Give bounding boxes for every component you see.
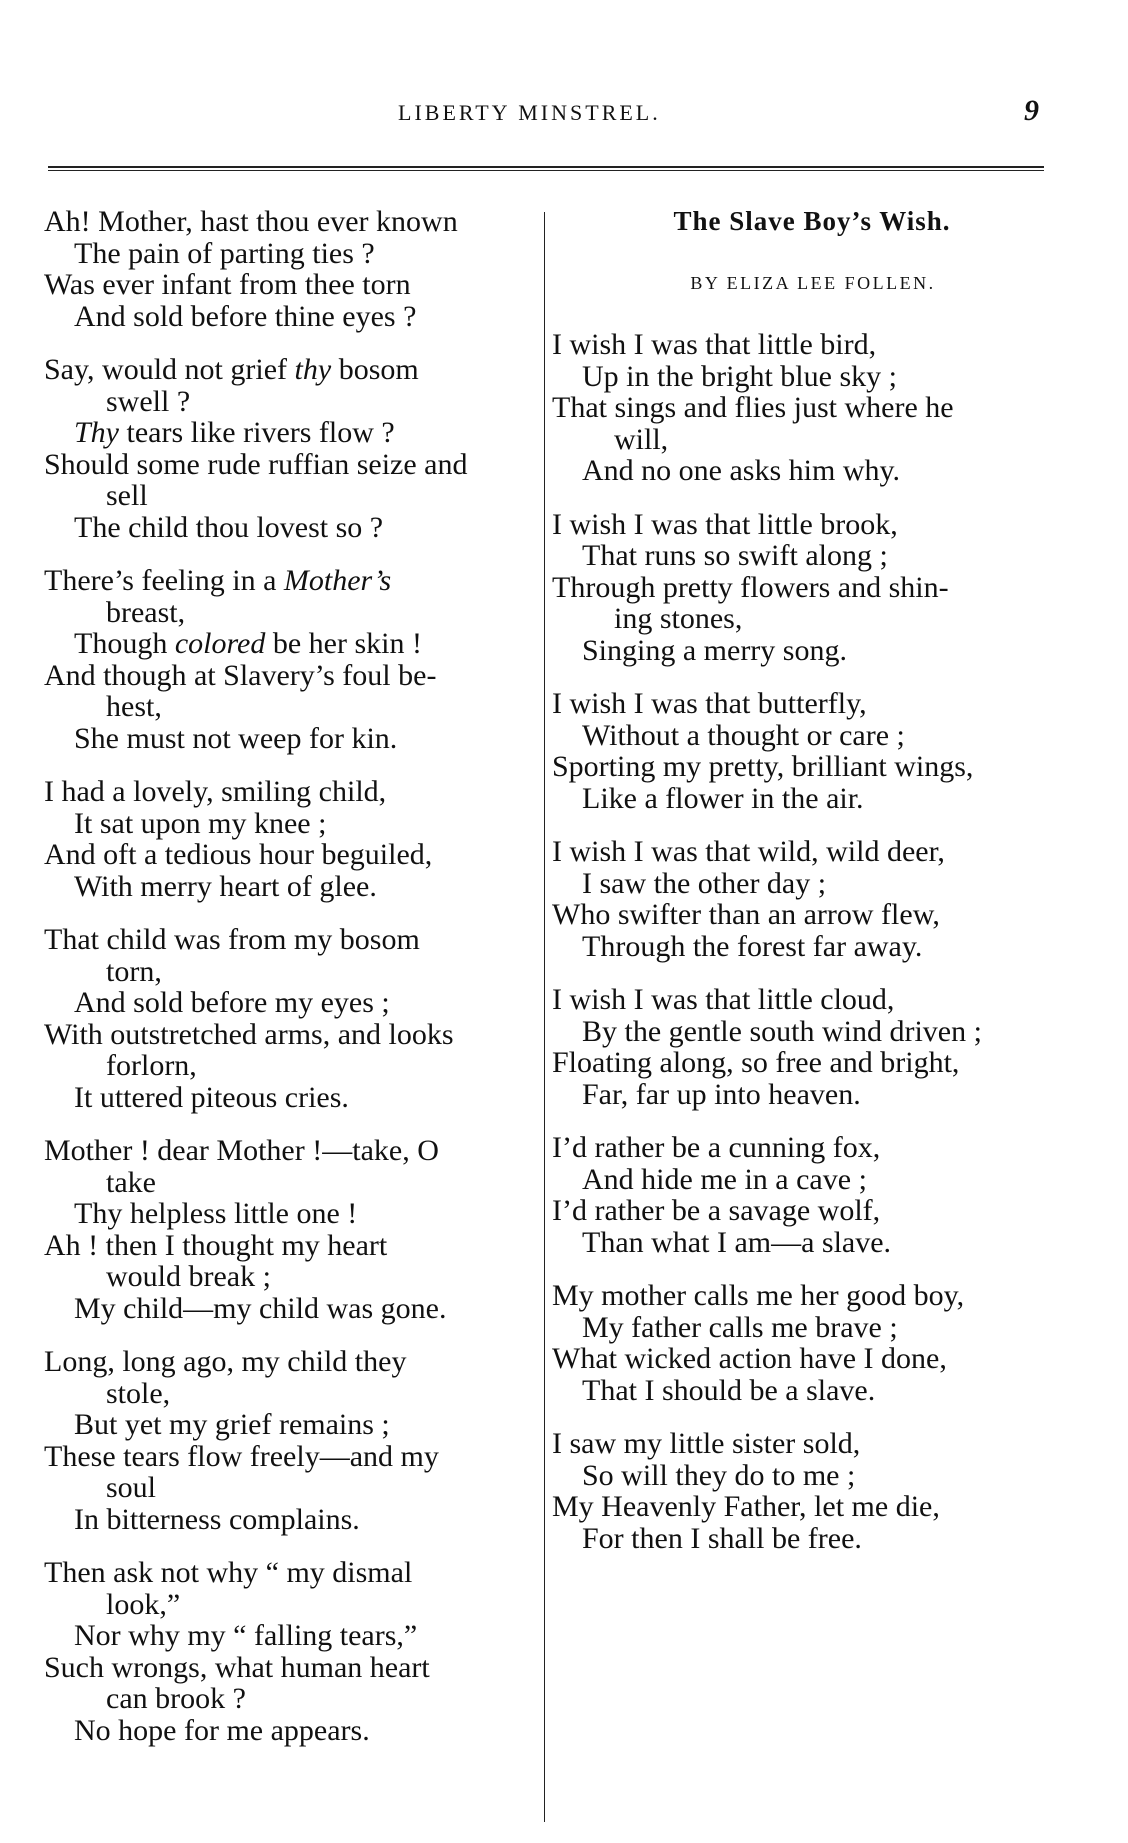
- verse-line: I wish I was that wild, wild deer,: [552, 835, 945, 868]
- verse-line: Who swifter than an arrow flew,: [552, 898, 940, 931]
- verse-line: It uttered piteous cries.: [74, 1080, 349, 1114]
- verse-line: For then I shall be free.: [582, 1521, 862, 1555]
- column-divider: [544, 212, 545, 1822]
- verse-line: Than what I am—a slave.: [582, 1225, 892, 1259]
- verse-line: Long, long ago, my child they: [44, 1345, 407, 1378]
- verse-line: Singing a merry song.: [582, 633, 847, 667]
- verse-line: Through pretty flowers and shin-: [552, 570, 949, 604]
- verse-line: Up in the bright blue sky ;: [582, 359, 897, 393]
- page-number: 9: [1024, 94, 1039, 127]
- verse-line: By the gentle south wind driven ;: [582, 1014, 982, 1048]
- verse-line: look,”: [106, 1587, 181, 1621]
- verse-line: Sporting my pretty, brilliant wings,: [552, 750, 974, 783]
- verse-line: That child was from my bosom: [44, 923, 420, 956]
- verse-line: Mother ! dear Mother !—take, O: [44, 1134, 439, 1167]
- header-double-rule: [48, 166, 1044, 171]
- right-column-poem: [552, 206, 1052, 1576]
- stanza: [552, 984, 1052, 1110]
- verse-line: Ah ! then I thought my heart: [44, 1228, 388, 1262]
- verse-line: That I should be a slave.: [582, 1373, 876, 1407]
- stanza: [552, 1280, 1052, 1406]
- verse-line: I had a lovely, smiling child,: [44, 775, 387, 808]
- verse-line: My Heavenly Father, let me die,: [552, 1490, 940, 1523]
- verse-line: The child thou lovest so ?: [74, 510, 384, 544]
- verse-line: Through the forest far away.: [582, 929, 923, 963]
- stanza: [44, 924, 534, 1113]
- verse-line: Then ask not why “ my dismal: [44, 1556, 413, 1589]
- verse-line: What wicked action have I done,: [552, 1342, 947, 1375]
- verse-line: And hide me in a cave ;: [582, 1162, 867, 1196]
- verse-line: With merry heart of glee.: [74, 869, 377, 903]
- stanza: [552, 1428, 1052, 1554]
- verse-line: torn,: [106, 954, 162, 988]
- verse-line: will,: [614, 422, 669, 456]
- verse-line: swell ?: [106, 384, 191, 418]
- stanza: [552, 688, 1052, 814]
- verse-line: Though colored be her skin !: [74, 627, 422, 660]
- verse-line: Far, far up into heaven.: [582, 1077, 861, 1111]
- running-head: [0, 96, 1128, 136]
- verse-line: That runs so swift along ;: [582, 539, 888, 572]
- right-stanzas: [552, 329, 1052, 1554]
- verse-line: My child—my child was gone.: [74, 1291, 447, 1325]
- verse-line: I wish I was that butterfly,: [552, 687, 867, 720]
- verse-line: That sings and flies just where he: [552, 391, 954, 424]
- verse-line: And sold before my eyes ;: [74, 986, 390, 1019]
- left-column-poem: [44, 206, 534, 1768]
- verse-line: And oft a tedious hour beguiled,: [44, 838, 433, 871]
- verse-line: But yet my grief remains ;: [74, 1408, 390, 1441]
- verse-line: In bitterness complains.: [74, 1502, 360, 1536]
- stanza: [552, 329, 1052, 487]
- verse-line: stole,: [106, 1376, 171, 1410]
- verse-line: And sold before thine eyes ?: [74, 299, 417, 333]
- verse-line: So will they do to me ;: [582, 1458, 856, 1492]
- stanza: [44, 354, 534, 543]
- verse-line: take: [106, 1165, 156, 1199]
- verse-line: Thy helpless little one !: [74, 1197, 358, 1230]
- stanza: [44, 1135, 534, 1324]
- verse-line: Thy tears like rivers flow ?: [74, 416, 395, 449]
- verse-line: Floating along, so free and bright,: [552, 1046, 960, 1079]
- poem-byline: BY ELIZA LEE FOLLEN.: [690, 272, 936, 293]
- verse-line: Say, would not grief thy bosom: [44, 353, 419, 386]
- verse-line: There’s feeling in a Mother’s: [44, 564, 392, 597]
- stanza: [44, 776, 534, 902]
- verse-line: can brook ?: [106, 1682, 246, 1715]
- verse-line: breast,: [106, 595, 186, 629]
- verse-line: Without a thought or care ;: [582, 718, 905, 752]
- verse-line: Nor why my “ falling tears,”: [74, 1619, 418, 1652]
- verse-line: Like a flower in the air.: [582, 781, 864, 815]
- stanza: [552, 836, 1052, 962]
- verse-line: ing stones,: [614, 602, 743, 635]
- verse-line: And no one asks him why.: [582, 454, 901, 487]
- stanza: [44, 1557, 534, 1746]
- verse-line: With outstretched arms, and looks: [44, 1017, 454, 1051]
- verse-line: Was ever infant from thee torn: [44, 268, 411, 301]
- poem-title: The Slave Boy’s Wish.: [673, 206, 951, 236]
- verse-line: forlorn,: [106, 1049, 197, 1082]
- verse-line: I wish I was that little cloud,: [552, 983, 895, 1016]
- verse-line: I wish I was that little brook,: [552, 507, 898, 541]
- verse-line: I’d rather be a savage wolf,: [552, 1194, 881, 1227]
- stanza: [44, 1346, 534, 1535]
- verse-line: No hope for me appears.: [74, 1713, 370, 1747]
- verse-line: And though at Slavery’s foul be-: [44, 658, 437, 692]
- stanza: [552, 509, 1052, 667]
- verse-line: Ah! Mother, hast thou ever known: [44, 205, 458, 238]
- verse-line: soul: [106, 1471, 157, 1504]
- verse-line: The pain of parting ties ?: [74, 236, 375, 270]
- verse-line: I saw my little sister sold,: [552, 1427, 861, 1460]
- stanza: [44, 206, 534, 332]
- verse-line: Such wrongs, what human heart: [44, 1650, 430, 1684]
- verse-line: It sat upon my knee ;: [74, 806, 327, 840]
- verse-line: She must not weep for kin.: [74, 721, 398, 755]
- verse-line: My mother calls me her good boy,: [552, 1279, 965, 1312]
- verse-line: These tears flow freely—and my: [44, 1439, 439, 1473]
- stanza: [44, 565, 534, 754]
- verse-line: I wish I was that little bird,: [552, 328, 877, 361]
- verse-line: My father calls me brave ;: [582, 1310, 898, 1344]
- verse-line: would break ;: [106, 1260, 271, 1293]
- verse-line: I’d rather be a cunning fox,: [552, 1131, 881, 1164]
- running-title: LIBERTY MINSTREL.: [398, 100, 661, 125]
- stanza: [552, 1132, 1052, 1258]
- verse-line: sell: [106, 479, 148, 512]
- verse-line: I saw the other day ;: [582, 866, 827, 900]
- verse-line: Should some rude ruffian seize and: [44, 447, 468, 481]
- verse-line: hest,: [106, 690, 162, 723]
